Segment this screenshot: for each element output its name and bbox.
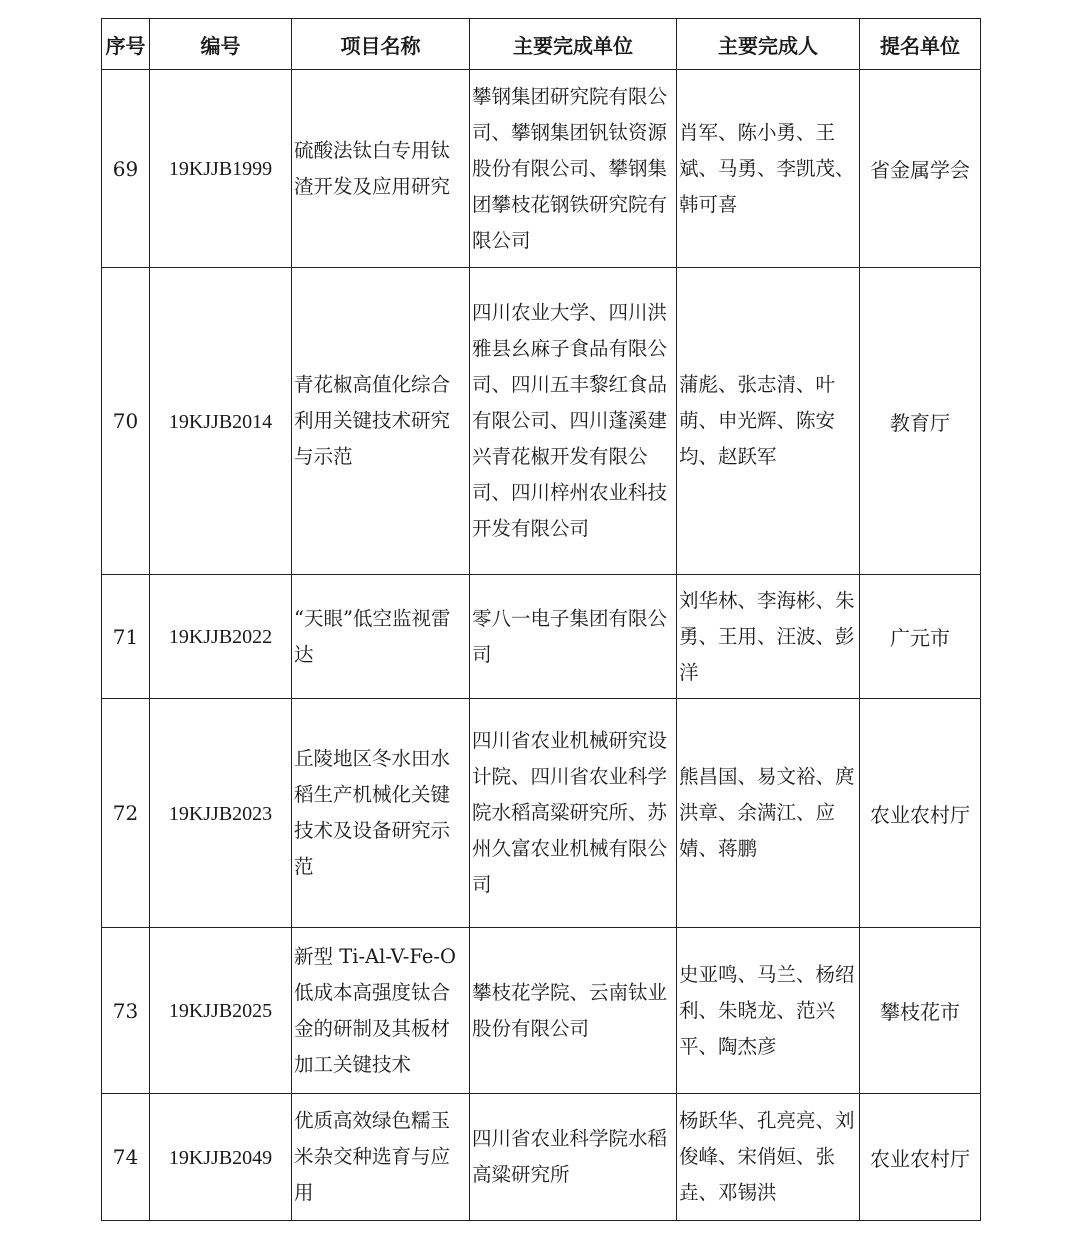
row-main-people: 蒲彪、张志清、叶萌、申光辉、陈安均、赵跃军 [677,268,860,575]
row-code [150,1094,292,1221]
row-main-people: 肖军、陈小勇、王斌、马勇、李凯茂、韩可喜 [677,70,860,268]
row-project-name: 青花椒高值化综合利用关键技术研究与示范 [292,268,470,575]
row-code [150,70,292,268]
table-header-row [102,19,981,70]
award-projects-table [101,18,981,1221]
table-row [102,575,981,699]
row-code-text: 19KJJB2049 [168,1146,273,1169]
table-row [102,1094,981,1221]
row-idx: 74 [102,1094,150,1221]
row-main-unit: 攀枝花学院、云南钛业股份有限公司 [470,928,677,1094]
row-code-text: 19KJJB1999 [168,158,273,180]
row-main-unit: 四川省农业机械研究设计院、四川省农业科学院水稻高粱研究所、苏州久富农业机械有限公司 [470,699,677,928]
row-code-text: 19KJJB2025 [168,1000,273,1022]
row-project-name: 硫酸法钛白专用钛渣开发及应用研究 [292,70,470,268]
table-row [102,70,981,268]
row-code [150,699,292,928]
row-main-people: 刘华林、李海彬、朱勇、王用、汪波、彭洋 [677,575,860,699]
row-project-name: “天眼”低空监视雷达 [292,575,470,699]
table-row [102,268,981,575]
row-idx: 71 [102,575,150,699]
row-code [150,268,292,575]
row-idx: 70 [102,268,150,575]
row-project-name: 丘陵地区冬水田水稻生产机械化关键技术及设备研究示范 [292,699,470,928]
row-main-unit: 四川省农业科学院水稻高粱研究所 [470,1094,677,1221]
table-row [102,699,981,928]
row-main-unit: 攀钢集团研究院有限公司、攀钢集团钒钛资源股份有限公司、攀钢集团攀枝花钢铁研究院有限公司 [470,70,677,268]
header-main-unit: 主要完成单位 [470,19,677,70]
header-main-people: 主要完成人 [677,19,860,70]
row-code [150,928,292,1094]
table-row [102,928,981,1094]
row-main-people: 杨跃华、孔亮亮、刘俊峰、宋俏姮、张垚、邓锡洪 [677,1094,860,1221]
row-code-text: 19KJJB2022 [168,626,273,648]
header-nominator: 提名单位 [860,19,981,70]
row-code-text: 19KJJB2014 [168,410,273,433]
row-idx: 72 [102,699,150,928]
header-project-name: 项目名称 [292,19,470,70]
row-project-name: 新型 Ti-Al-V-Fe-O 低成本高强度钛合金的研制及其板材加工关键技术 [292,928,470,1094]
row-idx: 69 [102,70,150,268]
row-main-unit: 零八一电子集团有限公司 [470,575,677,699]
row-nominator: 教育厅 [860,268,981,575]
row-nominator: 攀枝花市 [860,928,981,1094]
row-code [150,575,292,699]
row-main-people: 熊昌国、易文裕、庹洪章、余满江、应婧、蒋鹏 [677,699,860,928]
row-nominator: 广元市 [860,575,981,699]
row-main-people: 史亚鸣、马兰、杨绍利、朱晓龙、范兴平、陶杰彦 [677,928,860,1094]
row-nominator: 农业农村厅 [860,699,981,928]
row-project-name: 优质高效绿色糯玉米杂交种选育与应用 [292,1094,470,1221]
header-idx: 序号 [102,19,150,70]
row-main-unit: 四川农业大学、四川洪雅县幺麻子食品有限公司、四川五丰黎红食品有限公司、四川蓬溪建兴青花椒开发有限公司、四川梓州农业科技开发有限公司 [470,268,677,575]
row-code-text: 19KJJB2023 [168,802,273,825]
row-idx: 73 [102,928,150,1094]
row-nominator: 农业农村厅 [860,1094,981,1221]
row-nominator: 省金属学会 [860,70,981,268]
header-code: 编号 [150,19,292,70]
